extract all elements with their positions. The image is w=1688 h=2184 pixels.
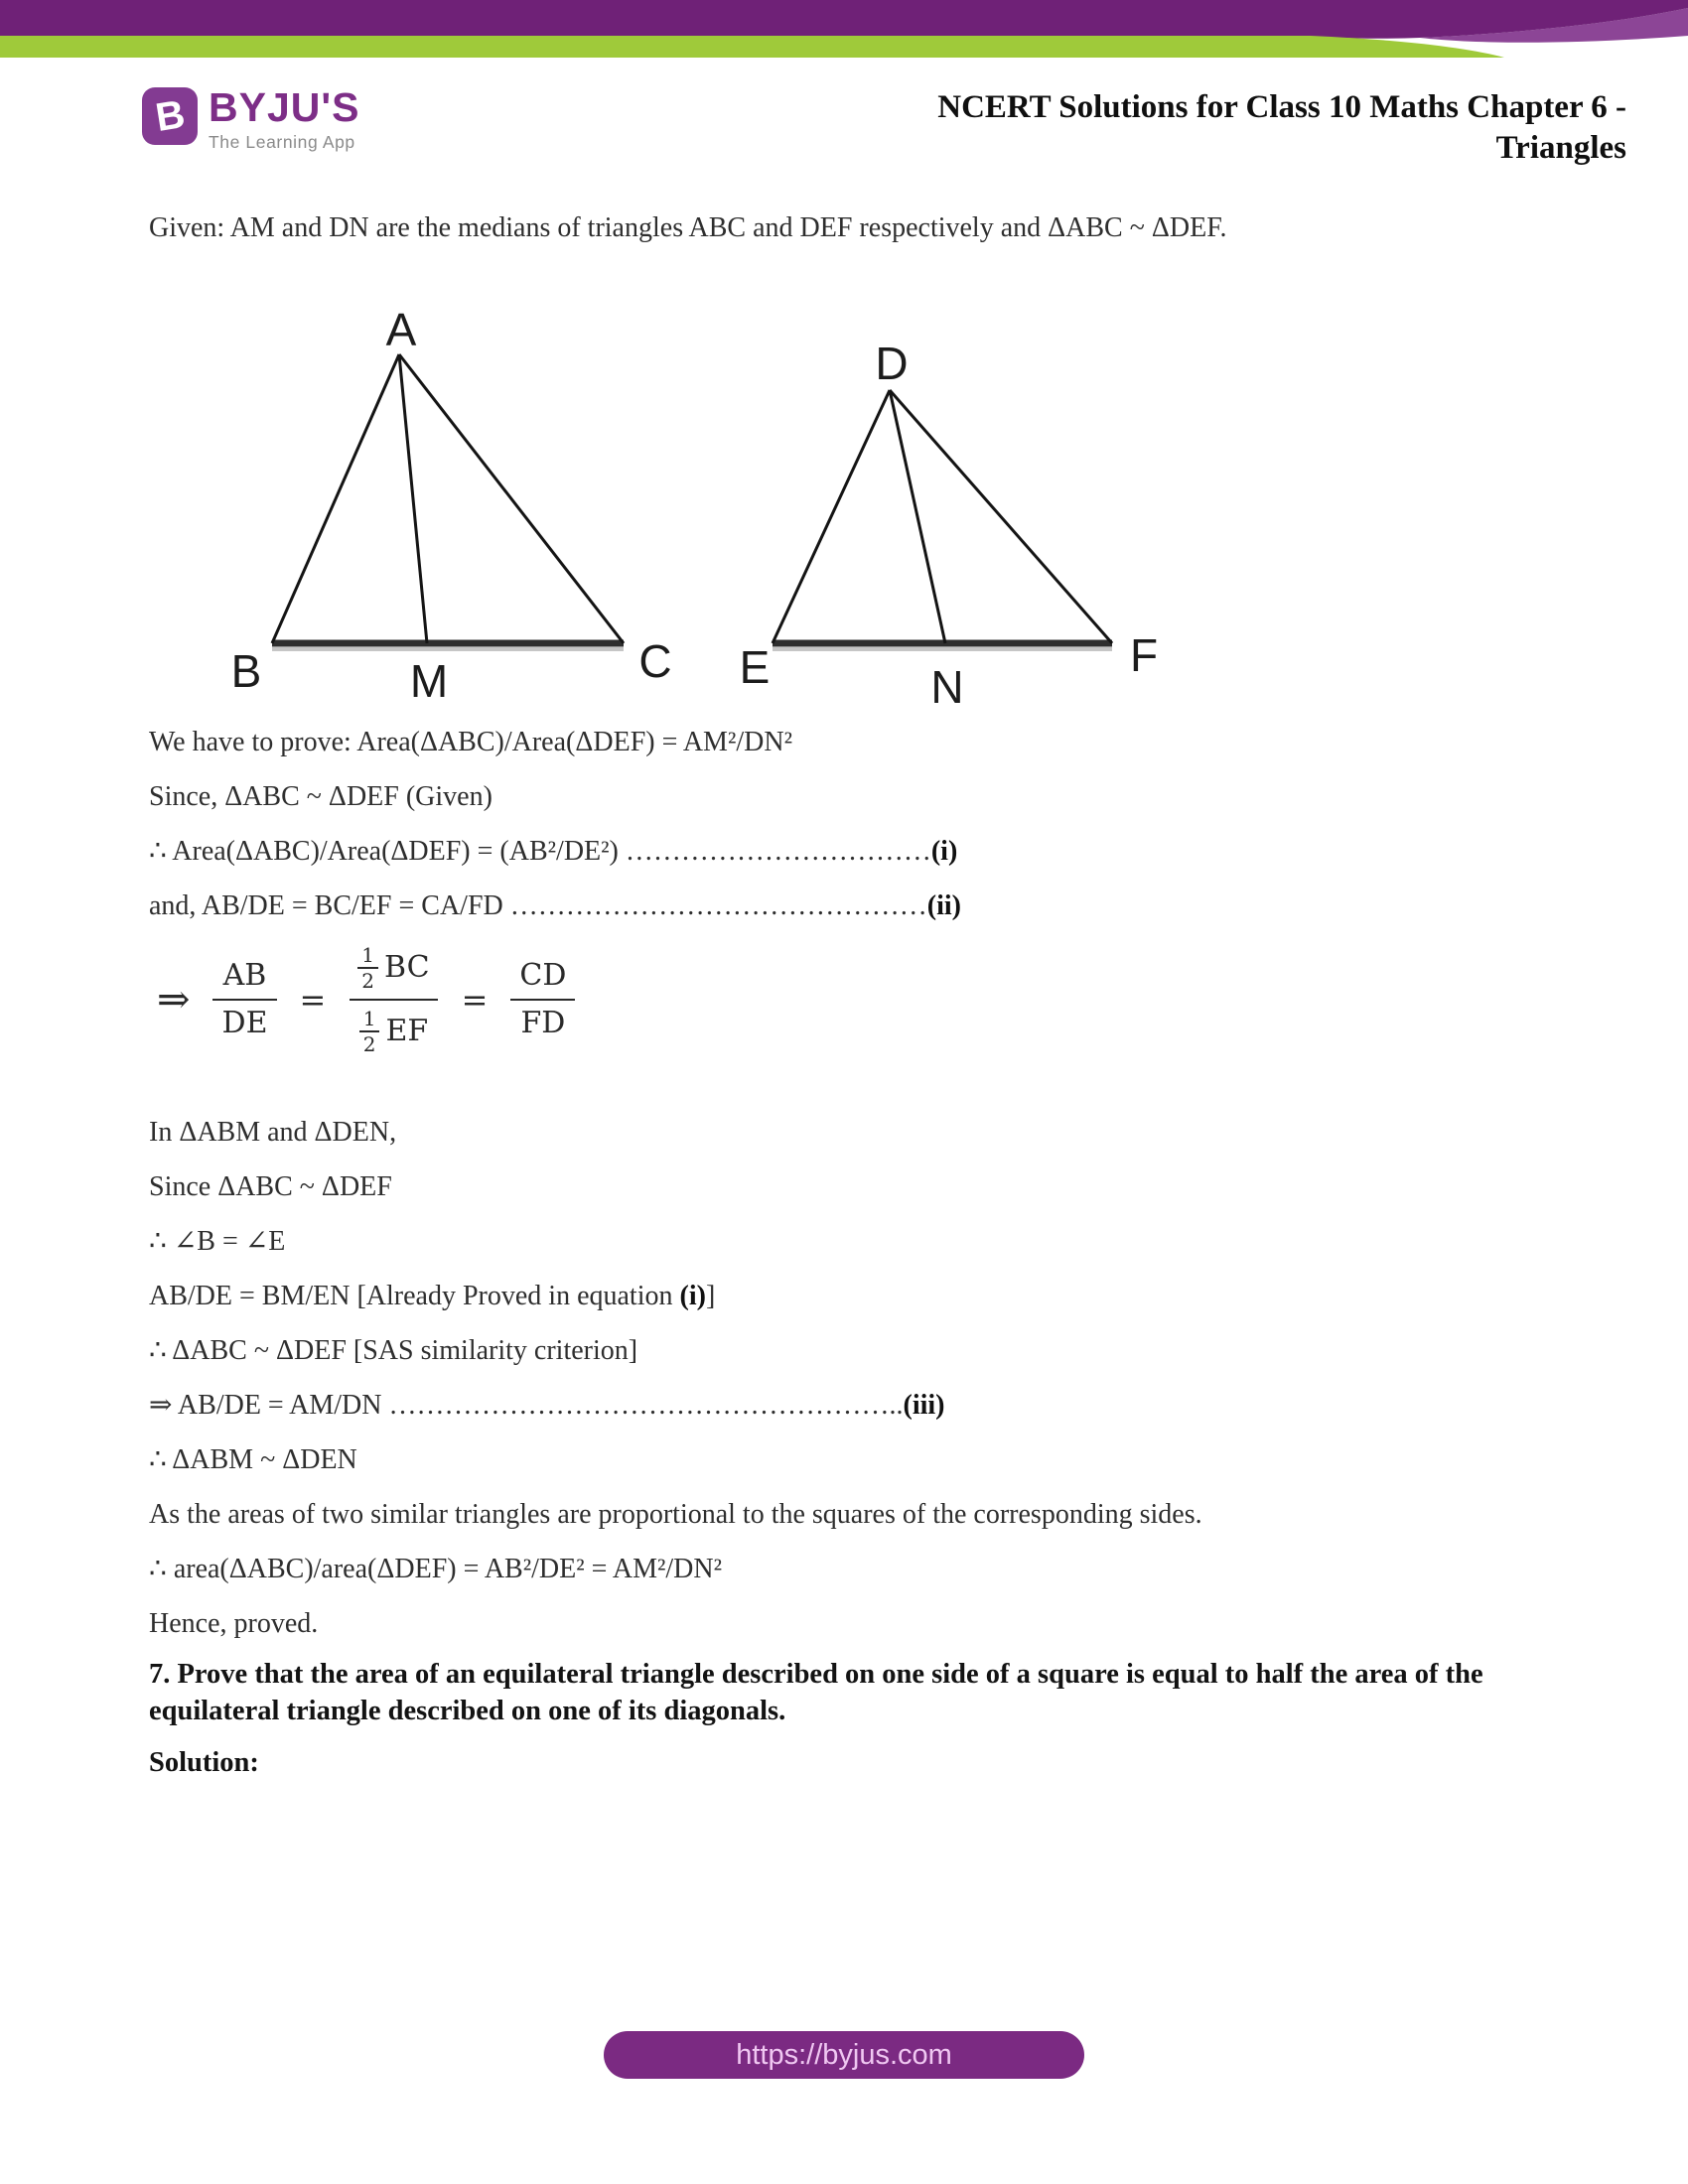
triangle-abc <box>231 308 672 707</box>
side-ab <box>272 354 399 643</box>
byjus-b-glyph: B <box>152 92 188 140</box>
solution-line: ⇒ AB/DE = AM/DN ………………………………………………..(iii) <box>149 1390 945 1421</box>
solution-line: Hence, proved. <box>149 1608 319 1639</box>
header-swoosh-purple <box>0 0 1688 39</box>
half-den: 2 <box>361 969 375 993</box>
fraction-den-term: EF <box>385 1014 429 1048</box>
page-header <box>142 84 1626 169</box>
solution-line: Since ΔABC ~ ΔDEF <box>149 1171 392 1202</box>
equals-sign-2: = <box>461 981 489 1019</box>
vertex-label-a: A <box>385 308 417 355</box>
side-ac <box>399 354 624 643</box>
vertex-label-f: F <box>1129 629 1159 681</box>
given-statement: Given: AM and DN are the medians of triangles ABC and DEF respectively and ΔABC ~ ΔDEF. <box>149 212 1227 243</box>
page-title-line1: NCERT Solutions for Class 10 Maths Chapter 6 - <box>937 89 1626 125</box>
fraction-den <box>350 999 438 1054</box>
fraction-den: FD <box>510 999 575 1038</box>
vertex-label-d: D <box>875 338 909 389</box>
half-den: 2 <box>362 1032 376 1056</box>
fraction-num: CD <box>519 958 567 993</box>
midpoint-label-n: N <box>930 661 964 713</box>
solution-label: Solution: <box>149 1747 259 1778</box>
solution-line: AB/DE = BM/EN [Already Proved in equation (i)] <box>149 1281 716 1311</box>
byjus-logo-icon <box>142 87 198 145</box>
solution-line: We have to prove: Area(ΔABC)/Area(ΔDEF) = AM²/DN² <box>149 727 792 757</box>
byjus-wordmark: BYJU'S <box>209 84 360 130</box>
triangle-def <box>740 338 1158 713</box>
solution-line: Since, ΔABC ~ ΔDEF (Given) <box>149 781 492 812</box>
solution-line: ∴ ∠B = ∠E <box>149 1226 286 1257</box>
byjus-logo-text <box>209 84 360 153</box>
fraction-cd-fd <box>509 958 576 1040</box>
half-num: 1 <box>359 1009 380 1032</box>
solution-line: and, AB/DE = BC/EF = CA/FD ………………………………………(ii) <box>149 890 961 921</box>
header-swoosh-green <box>0 36 1504 58</box>
median-dn <box>890 390 945 643</box>
solution-line: In ΔABM and ΔDEN, <box>149 1117 397 1148</box>
half-fraction <box>359 1009 380 1054</box>
footer-url[interactable]: https://byjus.com <box>736 2038 952 2071</box>
half-num: 1 <box>357 945 378 969</box>
byjus-logo <box>142 84 360 153</box>
page-title <box>937 87 1626 169</box>
byjus-tagline: The Learning App <box>209 132 355 152</box>
solution-line: ∴ ΔABC ~ ΔDEF [SAS similarity criterion] <box>149 1335 638 1366</box>
vertex-label-b: B <box>230 645 262 697</box>
fraction-halfbc-halfef <box>348 945 439 1054</box>
solution-line: ∴ ΔABM ~ ΔDEN <box>149 1444 357 1475</box>
fraction-num: AB <box>222 958 267 993</box>
midpoint-label-m: M <box>409 655 449 707</box>
question-7-text: 7. Prove that the area of an equilateral triangle described on one side of a square is equal to half the area of the equilateral triangle described on one of its diagonals. <box>149 1659 1483 1726</box>
header-swoosh <box>0 0 1688 62</box>
solution-line: ∴ area(ΔABC)/area(ΔDEF) = AB²/DE² = AM²/DN² <box>149 1554 722 1584</box>
footer-url-pill[interactable] <box>604 2031 1084 2079</box>
fraction-num <box>348 945 439 999</box>
side-de <box>773 390 890 643</box>
fraction-den: DE <box>212 999 278 1038</box>
vertex-label-c: C <box>638 635 672 687</box>
solution-line: As the areas of two similar triangles are proportional to the squares of the corresponding sides. <box>149 1499 1202 1530</box>
equals-sign-1: = <box>299 981 327 1019</box>
median-am <box>399 354 427 643</box>
fraction-ab-de <box>212 958 278 1040</box>
page-title-line2: Triangles <box>1495 130 1626 166</box>
fraction-num-term: BC <box>384 950 430 985</box>
solution-lines-part1 <box>149 728 1628 946</box>
side-df <box>890 390 1112 643</box>
ratio-equation <box>157 945 576 1054</box>
implies-arrow: ⇒ <box>157 977 191 1023</box>
solution-lines-part2 <box>149 1118 1628 1664</box>
vertex-label-e: E <box>739 641 771 693</box>
half-fraction <box>357 945 378 991</box>
triangles-figure <box>218 308 1201 735</box>
solution-line: ∴ Area(ΔABC)/Area(ΔDEF) = (AB²/DE²) ……………………………(i) <box>149 836 958 867</box>
